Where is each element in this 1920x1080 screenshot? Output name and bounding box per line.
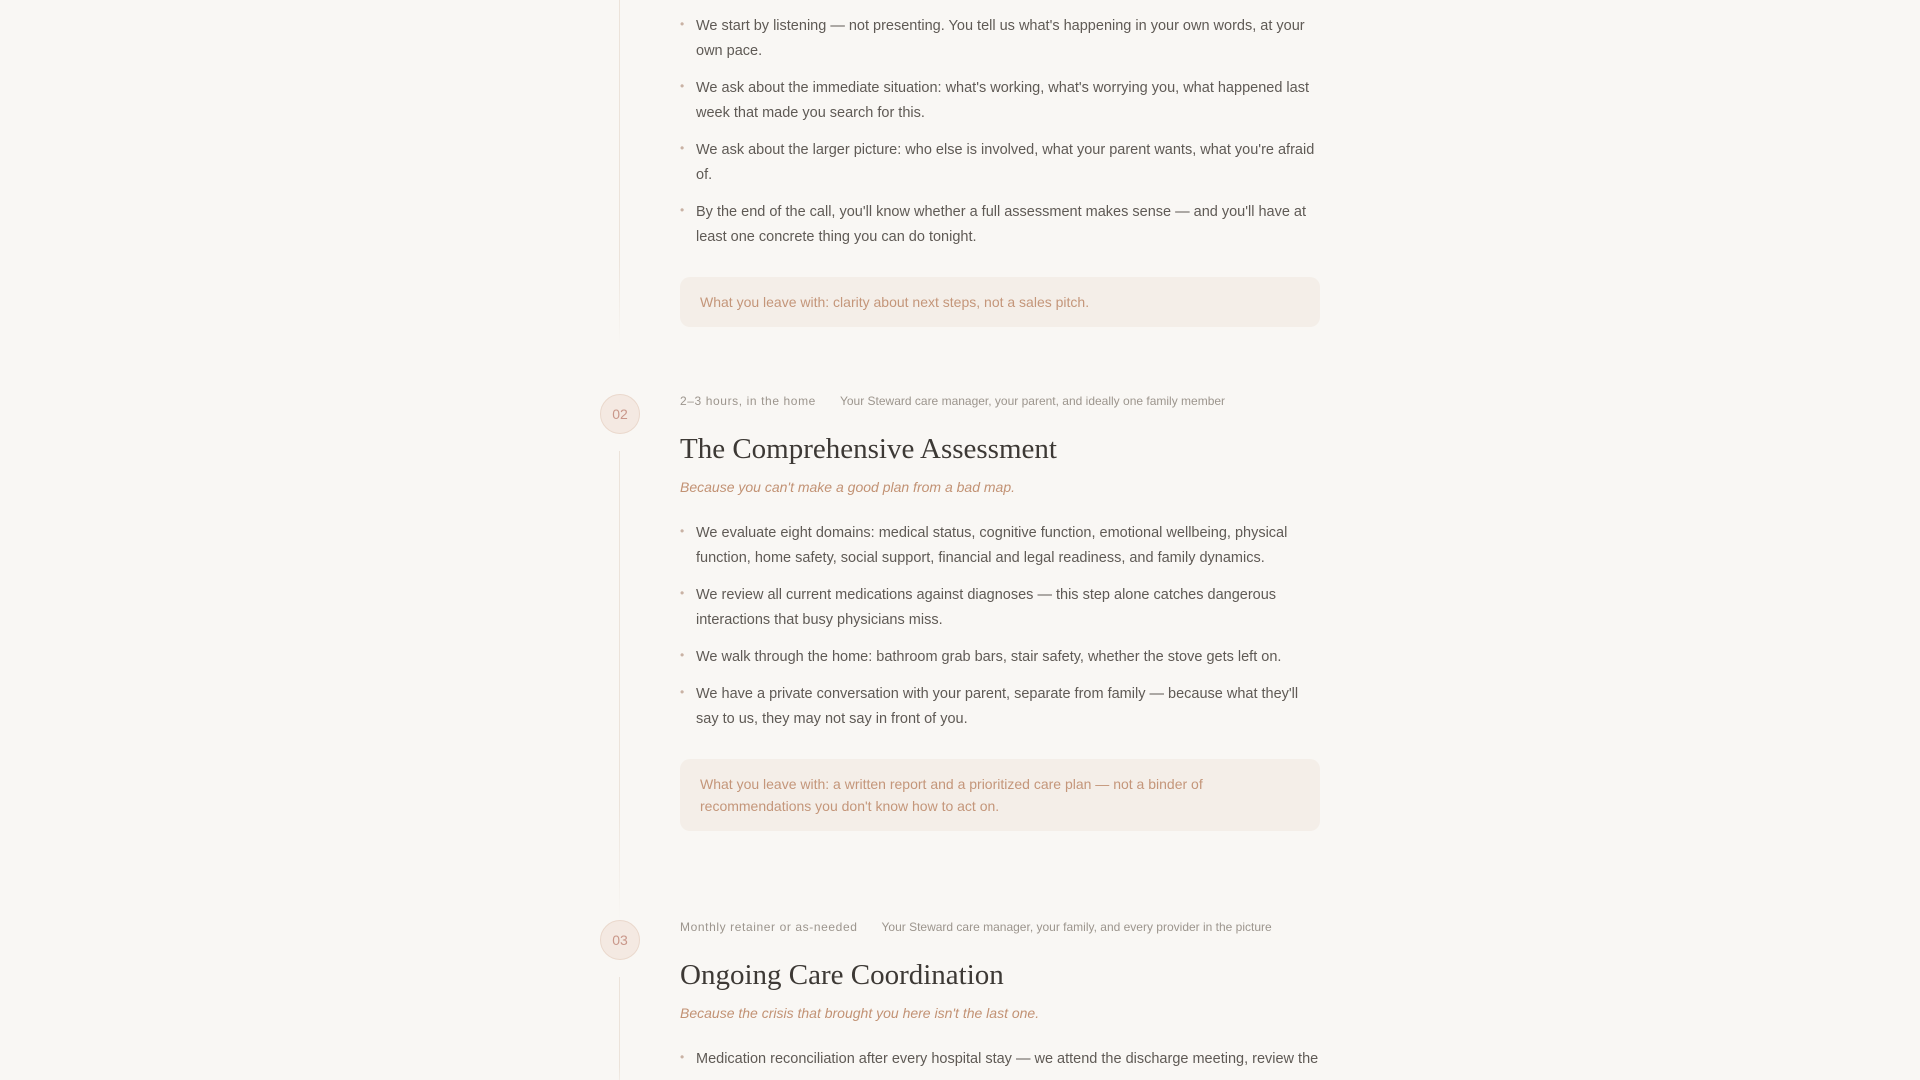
step-2-title: The Comprehensive Assessment [680,433,1057,465]
bullet-dot-icon: • [680,586,685,600]
step-2-takeaway: What you leave with: a written report and a prioritized care plan — not a binder of recommendations you don't know how to act on. [680,759,1320,831]
step-3-bullets [680,1047,1320,1072]
bullet-text: We review all current medications against diagnoses — this step alone catches dangerous interactions that busy physicians miss. [696,587,1277,628]
list-item [680,200,1320,250]
step-1-content [680,14,1320,327]
bullet-text: By the end of the call, you'll know whether a full assessment makes sense — and you'll have at least one concrete thing you can do tonight. [696,204,1307,245]
list-item [680,14,1320,64]
step-2-number-badge: 02 [600,394,640,434]
step-2-bullets [680,521,1320,732]
bullet-dot-icon: • [680,685,685,699]
bullet-text: We ask about the larger picture: who else is involved, what your parent wants, what you're afraid of. [696,142,1315,183]
bullet-text: We ask about the immediate situation: what's working, what's worrying you, what happened last week that made you search for this. [696,80,1309,121]
step-3-title: Ongoing Care Coordination [680,959,1004,991]
bullet-text: We walk through the home: bathroom grab bars, stair safety, whether the stove gets left on. [696,649,1282,665]
bullet-dot-icon: • [680,141,685,155]
list-item [680,521,1320,571]
bullet-text: We start by listening — not presenting. You tell us what's happening in your own words, at your own pace. [696,18,1305,59]
bullet-text: We have a private conversation with your parent, separate from family — because what they'll say to us, they may not say in front of you. [696,686,1299,727]
bullet-dot-icon: • [680,648,685,662]
step-3-duration: Monthly retainer or as-needed [680,920,858,934]
list-item [680,583,1320,633]
list-item [680,1047,1320,1072]
step-3-participants: Your Steward care manager, your family, and every provider in the picture [881,920,1272,934]
step-3-number-badge: 03 [600,920,640,960]
bullet-text: We evaluate eight domains: medical status, cognitive function, emotional wellbeing, physical function, home safety, social support, financial and legal readiness, and family dynamics. [696,525,1288,566]
step-1-bullets [680,14,1320,250]
bullet-dot-icon: • [680,1050,685,1064]
step-3-tagline: Because the crisis that brought you here isn't the last one. [680,1005,1040,1021]
bullet-text: Medication reconciliation after every hospital stay — we attend the discharge meeting, review the [696,1051,1319,1067]
step-3-meta [680,920,1320,940]
step-2-content [680,394,1320,831]
list-item [680,138,1320,188]
bullet-dot-icon: • [680,17,685,31]
bullet-dot-icon: • [680,203,685,217]
step-1-takeaway: What you leave with: clarity about next steps, not a sales pitch. [680,277,1320,327]
bullet-dot-icon: • [680,524,685,538]
step-2-tagline: Because you can't make a good plan from a bad map. [680,479,1015,495]
step-2-duration: 2–3 hours, in the home [680,394,816,408]
list-item [680,76,1320,126]
step-3-content [680,920,1320,1080]
list-item [680,682,1320,732]
step-2-rail [619,451,620,921]
step-3-rail [619,977,620,1080]
step-2-meta [680,394,1320,414]
bullet-dot-icon: • [680,79,685,93]
step-1-rail [619,0,620,345]
list-item [680,645,1320,670]
step-2-participants: Your Steward care manager, your parent, and ideally one family member [839,394,1226,408]
